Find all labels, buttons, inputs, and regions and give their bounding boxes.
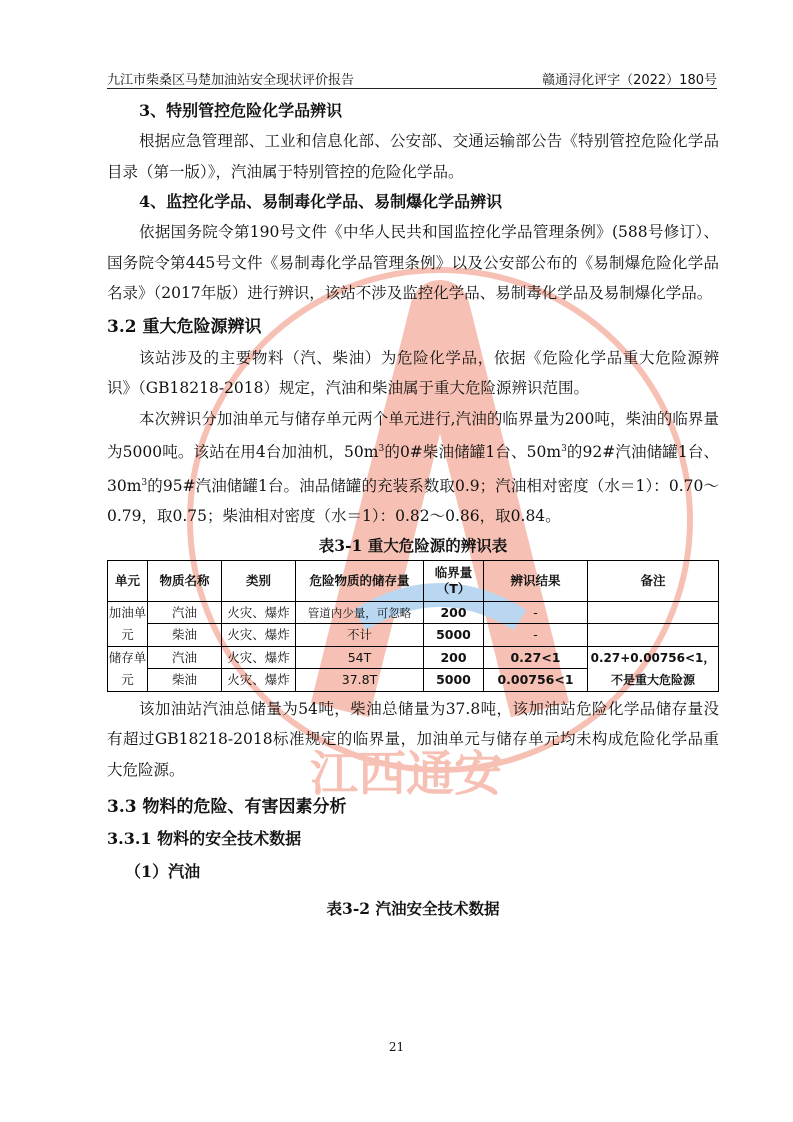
page-content [107, 96, 719, 923]
section-3-heading: 3、特别管控危险化学品辨识 [139, 101, 343, 120]
table-cell: 柴油 [148, 669, 222, 692]
table-cell: 火灾、爆炸 [222, 601, 296, 624]
table-cell: 火灾、爆炸 [222, 669, 296, 692]
header-cell: 危险物质的储存量 [296, 560, 424, 601]
table-cell [588, 624, 719, 647]
header-cell: 辨识结果 [484, 560, 588, 601]
table-cell: 200 [424, 601, 484, 624]
section-3-2-paragraph-1: 该站涉及的主要物料（汽、柴油）为危险化学品，依据《危险化学品重大危险源辨识》（GB18218-2018）规定，汽油和柴油属于重大危险源辨识范围。 [107, 348, 719, 397]
page-number: 21 [388, 1040, 405, 1054]
table-cell: - [484, 601, 588, 624]
section-3-3-heading: 3.3 物料的危险、有害因素分析 [107, 797, 347, 818]
table-cell: 5000 [424, 669, 484, 692]
table-cell: - [484, 624, 588, 647]
table-cell: 汽油 [148, 601, 222, 624]
table-cell: 37.8T [296, 669, 424, 692]
unit-cell: 储存单元 [108, 646, 148, 691]
table-cell: 火灾、爆炸 [222, 624, 296, 647]
page-header [107, 68, 717, 89]
table-cell: 不计 [296, 624, 424, 647]
summary-paragraph: 该加油站汽油总储量为54吨，柴油总储量为37.8吨，该加油站危险化学品储存量没有超过GB18218-2018标准规定的临界量，加油单元与储存单元均未构成危险化学品重大危险源。 [107, 699, 719, 779]
gasoline-item: （1）汽油 [125, 862, 201, 882]
section-4-heading: 4、监控化学品、易制毒化学品、易制爆化学品辨识 [139, 192, 503, 211]
table-row [108, 646, 719, 669]
header-report-number: 赣通浔化评字（2022）180号 [542, 73, 717, 88]
table-cell: 0.00756<1 [484, 669, 588, 692]
table-header-row [108, 560, 719, 601]
section-3-2-paragraph-2: 本次辨识分加油单元与储存单元两个单元进行,汽油的临界量为200吨，柴油的临界量为5000吨。该站在用4台加油机，$50m^3$的0#柴油储罐1台、$50m^3$的92#汽油储罐1台、$30m^3$的95#汽油储罐1台。油品储罐的充装系数取0.9；汽油相对密度（水＝1）：0.70～0.79，取0.75；柴油相对密度（水＝1）：0.82～0.86，取0.84。 [107, 409, 719, 526]
note-cell: 0.27+0.00756<1，不是重大危险源 [588, 646, 719, 691]
unit-cell: 加油单元 [108, 601, 148, 646]
header-cell: 备注 [588, 560, 719, 601]
table-cell: 0.27<1 [484, 646, 588, 669]
header-cell: 临界量（T） [424, 560, 484, 601]
table-3-1-caption: 表3-1 重大危险源的辨识表 [318, 535, 508, 555]
header-cell: 类别 [222, 560, 296, 601]
section-3-2-heading: 3.2 重大危险源辨识 [107, 316, 262, 337]
table-cell: 200 [424, 646, 484, 669]
section-4-paragraph: 依据国务院令第190号文件《中华人民共和国监控化学品管理条例》(588号修订）、国务院令第445号文件《易制毒化学品管理条例》以及公安部公布的《易制爆危险化学品名录》（2017年版）进行辨识，该站不涉及监控化学品、易制毒化学品及易制爆化学品。 [107, 223, 719, 302]
table-cell: 汽油 [148, 646, 222, 669]
table-3-2-caption: 表3-2 汽油安全技术数据 [326, 899, 500, 919]
header-cell: 单元 [108, 560, 148, 601]
table-cell: 管道内少量，可忽略 [296, 601, 424, 624]
hazard-identification-table [107, 560, 719, 692]
section-3-paragraph: 根据应急管理部、工业和信息化部、公安部、交通运输部公告《特别管控危险化学品目录（第一版）》，汽油属于特别管控的危险化学品。 [107, 132, 719, 181]
table-row [108, 624, 719, 647]
svg-text:江西通安: 江西通安 [310, 746, 503, 802]
table-cell: 柴油 [148, 624, 222, 647]
header-title: 九江市柴桑区马楚加油站安全现状评价报告 [107, 73, 355, 88]
header-cell: 物质名称 [148, 560, 222, 601]
table-cell [588, 601, 719, 624]
table-cell: 54T [296, 646, 424, 669]
section-3-3-1-heading: 3.3.1 物料的安全技术数据 [107, 829, 302, 849]
table-cell: 5000 [424, 624, 484, 647]
table-row [108, 601, 719, 624]
table-cell: 火灾、爆炸 [222, 646, 296, 669]
